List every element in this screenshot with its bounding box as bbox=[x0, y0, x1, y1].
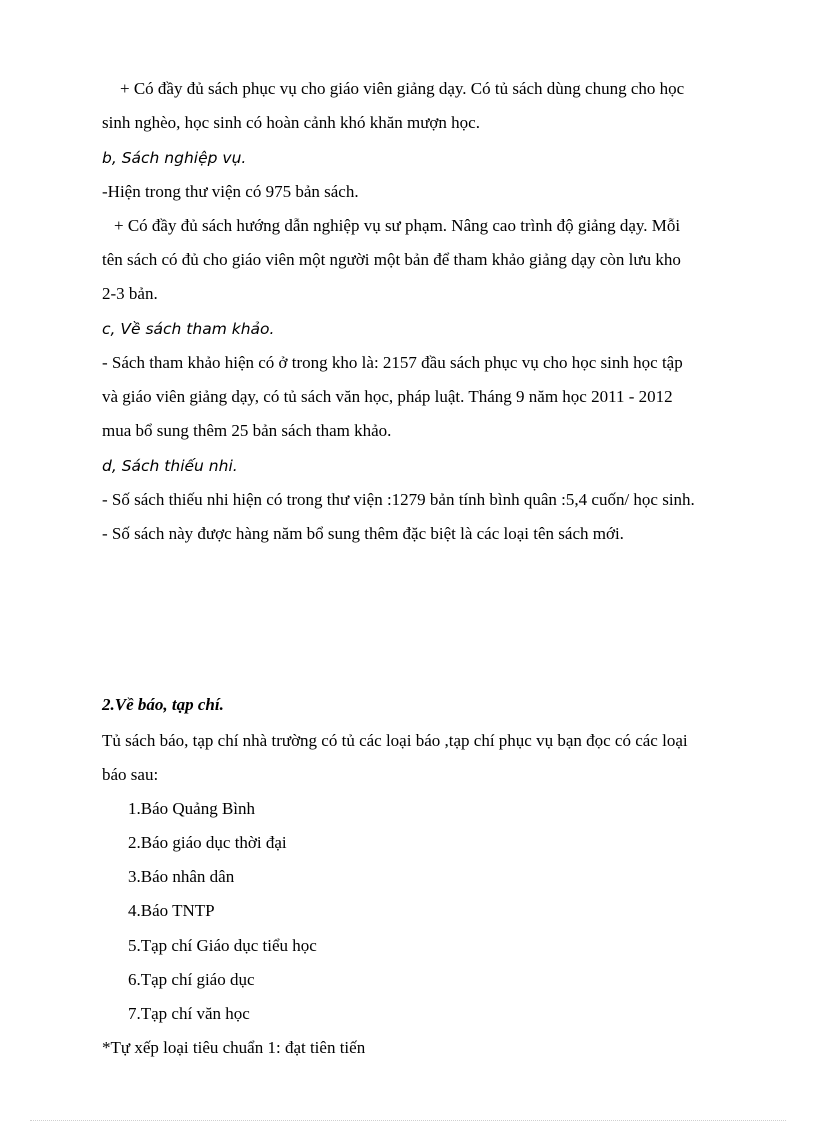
list-item: 3.Báo nhân dân bbox=[128, 867, 235, 886]
paragraph-line: -Hiện trong thư viện có 975 bản sách. bbox=[102, 182, 359, 201]
evaluation-line: *Tự xếp loại tiêu chuẩn 1: đạt tiên tiến bbox=[102, 1038, 366, 1057]
paragraph-line: - Số sách thiếu nhi hiện có trong thư viện :1279 bản tính bình quân :5,4 cuốn/ học sinh. bbox=[102, 490, 695, 509]
list-item: 7.Tạp chí văn học bbox=[128, 1004, 250, 1023]
paragraph-line: báo sau: bbox=[102, 765, 159, 784]
list-item: 6.Tạp chí giáo dục bbox=[128, 970, 255, 989]
paragraph-line: Tủ sách báo, tạp chí nhà trường có tủ các loại báo ,tạp chí phục vụ bạn đọc có các loại bbox=[102, 731, 688, 750]
paragraph-line: tên sách có đủ cho giáo viên một người một bản để tham khảo giảng dạy còn lưu kho bbox=[102, 250, 681, 269]
paragraph-line: + Có đầy đủ sách hướng dẫn nghiệp vụ sư phạm. Nâng cao trình độ giảng dạy. Mỗi bbox=[114, 216, 681, 235]
paragraph-line: + Có đầy đủ sách phục vụ cho giáo viên giảng dạy. Có tủ sách dùng chung cho học bbox=[120, 79, 685, 98]
list-item: 2.Báo giáo dục thời đại bbox=[128, 833, 287, 852]
page-bottom-rule bbox=[30, 1120, 786, 1121]
paragraph-line: 2-3 bản. bbox=[102, 284, 158, 303]
list-item: 5.Tạp chí Giáo dục tiểu học bbox=[128, 936, 317, 955]
subsection-heading: d, Sách thiếu nhi. bbox=[102, 457, 238, 475]
paragraph-line: - Số sách này được hàng năm bổ sung thêm đặc biệt là các loại tên sách mới. bbox=[102, 524, 624, 543]
subsection-heading: b, Sách nghiệp vụ. bbox=[102, 149, 247, 167]
list-item: 4.Báo TNTP bbox=[128, 901, 215, 920]
paragraph-line: sinh nghèo, học sinh có hoàn cảnh khó khăn mượn học. bbox=[102, 113, 480, 132]
paragraph-line: mua bổ sung thêm 25 bản sách tham khảo. bbox=[102, 421, 392, 440]
list-item: 1.Báo Quảng Bình bbox=[128, 799, 256, 818]
paragraph-line: và giáo viên giảng dạy, có tủ sách văn học, pháp luật. Tháng 9 năm học 2011 - 2012 bbox=[102, 387, 673, 406]
subsection-heading: c, Về sách tham khảo. bbox=[102, 320, 275, 338]
section-heading: 2.Về báo, tạp chí. bbox=[102, 695, 224, 714]
paragraph-line: - Sách tham khảo hiện có ở trong kho là: 2157 đầu sách phục vụ cho học sinh học tập bbox=[102, 353, 683, 372]
